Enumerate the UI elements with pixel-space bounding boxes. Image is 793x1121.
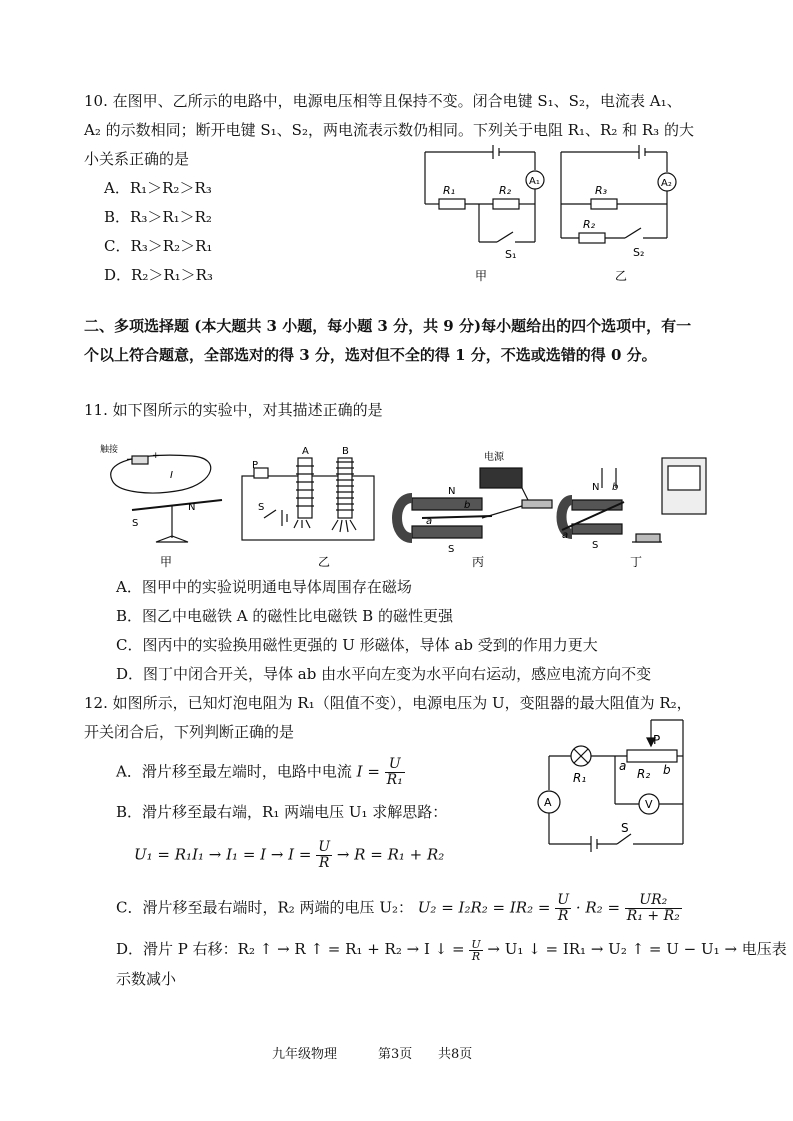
q11-fig-jia-plus-label: + — [152, 451, 160, 461]
q10-option-c: C．R₃＞R₂＞R₁ — [104, 237, 213, 255]
q12-option-c-f1-numerator: U — [557, 892, 570, 908]
q11-fig-yi-b-label: B — [342, 446, 349, 457]
q12-fig-r2-label: R₂ — [637, 767, 651, 781]
q12-option-b-eq2: → R = R₁ + R₂ — [336, 845, 445, 864]
q12-option-d-fraction — [469, 939, 482, 962]
footer-total: 共8页 — [438, 1047, 473, 1062]
q11-fig-jia-n-label: N — [188, 502, 196, 513]
q10-fig-left-r2-label: R₂ — [499, 184, 512, 197]
q12-option-d-text1: D．滑片 P 右移：R₂ ↑ → R ↑ = R₁ + R₂ → I ↓ = — [116, 940, 465, 958]
q11-fig-yi-a-label: A — [302, 446, 309, 457]
q12-option-d — [116, 938, 787, 962]
q10-line1: 10. 在图甲、乙所示的电路中，电源电压相等且保持不变。闭合电键 S₁、S₂，电流表 A₁、 — [84, 92, 682, 110]
q10-fig-left-r1-label: R₁ — [443, 184, 456, 197]
q11-fig-bing-s-label: S — [448, 544, 455, 555]
q12-option-a — [116, 757, 405, 788]
section2-line2: 个以上符合题意，全部选对的得 3 分，选对但不全的得 1 分，不选或选错的得 0 分。 — [84, 346, 657, 364]
q12-fig-ammeter-label: A — [544, 796, 552, 809]
q12-option-b: B．滑片移至最右端，R₁ 两端电压 U₁ 求解思路： — [116, 803, 448, 821]
q10-fig-right-ammeter-label: A₂ — [661, 178, 672, 189]
q12-option-c — [116, 893, 682, 924]
q10-fig-left-switch-label: S₁ — [505, 248, 517, 261]
q10-option-a: A．R₁＞R₂＞R₃ — [104, 179, 212, 197]
q11-stem: 11. 如下图所示的实验中，对其描述正确的是 — [84, 401, 383, 419]
q12-circuit-figure — [535, 712, 695, 862]
q11-fig-ding-s-label: S — [592, 540, 599, 551]
q12-fig-switch-label: S — [621, 821, 629, 835]
q12-option-d-numerator: U — [471, 937, 481, 951]
q12-fig-a-label: a — [619, 759, 627, 773]
q11-fig-yi-s-label: S — [258, 502, 265, 513]
q12-line1: 12. 如图所示，已知灯泡电阻为 R₁（阻值不变），电源电压为 U，变阻器的最大阻值为 R₂， — [84, 694, 692, 712]
q12-fig-voltmeter-label: V — [645, 798, 653, 811]
q11-fig-ding-a-label: a — [562, 530, 569, 541]
q11-caption-yi: 乙 — [318, 555, 331, 569]
q12-fig-b-label: b — [663, 763, 671, 777]
q10-line3: 小关系正确的是 — [84, 150, 190, 168]
q12-option-a-denominator: R₁ — [386, 772, 403, 788]
q12-option-b-eq1: U₁ = R₁I₁ → I₁ = I → I = — [134, 845, 312, 864]
q12-option-d-continued: 示数减小 — [116, 970, 177, 988]
q11-caption-ding: 丁 — [630, 555, 643, 569]
q12-option-c-f2-denominator: R₁ + R₂ — [626, 908, 680, 924]
q11-fig-jia-touch-label: 触接 — [100, 445, 119, 455]
q12-option-b-denominator: R — [318, 855, 330, 871]
q11-caption-jia: 甲 — [160, 555, 173, 569]
q12-option-b-fraction — [316, 840, 332, 871]
q10-fig-left-ammeter-label: A₁ — [529, 176, 540, 187]
q11-fig-ding-b-label: b — [612, 482, 619, 493]
q12-fig-p-label: P — [653, 733, 661, 747]
footer-subject: 九年级物理 — [272, 1047, 338, 1062]
q10-fig-right-caption: 乙 — [615, 269, 628, 283]
q12-option-a-lhs: I = — [356, 762, 380, 781]
q11-fig-yi-p-label: P — [252, 460, 259, 471]
q12-option-b-equation — [134, 840, 444, 871]
q10-fig-right-r2-label: R₂ — [583, 218, 596, 231]
q12-option-c-f1-denominator: R — [557, 908, 569, 924]
q11-fig-jia-minus-label: − — [126, 455, 134, 465]
q11-option-d: D．图丁中闭合开关，导体 ab 由水平向左变为水平向右运动，感应电流方向不变 — [116, 665, 652, 683]
q11-fig-bing-b-label: b — [464, 500, 471, 511]
footer-page: 第3页 — [378, 1047, 413, 1062]
q12-option-d-text2: → U₁ ↓ = IR₁ → U₂ ↑ = U − U₁ → 电压表 — [487, 940, 787, 958]
q12-fig-r1-label: R₁ — [573, 771, 587, 785]
q12-option-c-eq2: · R₂ = — [575, 898, 621, 917]
q12-option-c-fraction-1 — [555, 893, 571, 924]
q10-line2: A₂ 的示数相同；断开电键 S₁、S₂，两电流表示数仍相同。下列关于电阻 R₁、R₂ 和 R₃ 的大 — [84, 121, 694, 139]
q11-option-c: C．图丙中的实验换用磁性更强的 U 形磁体，导体 ab 受到的作用力更大 — [116, 636, 598, 654]
q12-option-d-denominator: R — [471, 949, 481, 963]
q12-option-a-numerator: U — [385, 757, 405, 773]
q11-fig-jia-current-label: I — [170, 470, 173, 481]
q11-option-a: A．图甲中的实验说明通电导体周围存在磁场 — [116, 578, 412, 596]
q12-option-c-eq1: U₂ = I₂R₂ = IR₂ = — [417, 898, 551, 917]
q11-fig-bing-power-label: 电源 — [484, 452, 504, 463]
q10-fig-right-r3-label: R₃ — [595, 184, 608, 197]
q11-fig-bing-a-label: a — [426, 516, 433, 527]
q11-option-b: B．图乙中电磁铁 A 的磁性比电磁铁 B 的磁性更强 — [116, 607, 453, 625]
q12-option-a-fraction — [385, 757, 405, 788]
q12-line2: 开关闭合后，下列判断正确的是 — [84, 723, 295, 741]
q12-option-c-f2-numerator: UR₂ — [625, 893, 682, 909]
q11-figures — [92, 438, 722, 572]
q11-caption-bing: 丙 — [472, 555, 485, 569]
q12-option-c-text: C．滑片移至最右端时，R₂ 两端的电压 U₂： — [116, 898, 413, 917]
q12-option-b-numerator: U — [318, 839, 331, 855]
section2-line1: 二、多项选择题 (本大题共 3 小题，每小题 3 分，共 9 分)每小题给出的四个选项中，有一 — [84, 317, 692, 335]
q11-fig-ding-n-label: N — [592, 482, 600, 493]
q11-fig-bing-n-label: N — [448, 486, 456, 497]
q12-option-c-fraction-2 — [625, 893, 682, 924]
q10-fig-right-switch-label: S₂ — [633, 246, 645, 259]
q10-option-b: B．R₃＞R₁＞R₂ — [104, 208, 212, 226]
q10-fig-left-caption: 甲 — [475, 269, 488, 283]
q12-option-a-text: A．滑片移至最左端时，电路中电流 — [116, 762, 352, 781]
q10-option-d: D．R₂＞R₁＞R₃ — [104, 266, 213, 284]
q11-fig-jia-s-label: S — [132, 518, 139, 529]
q10-circuit-figures — [415, 142, 695, 287]
